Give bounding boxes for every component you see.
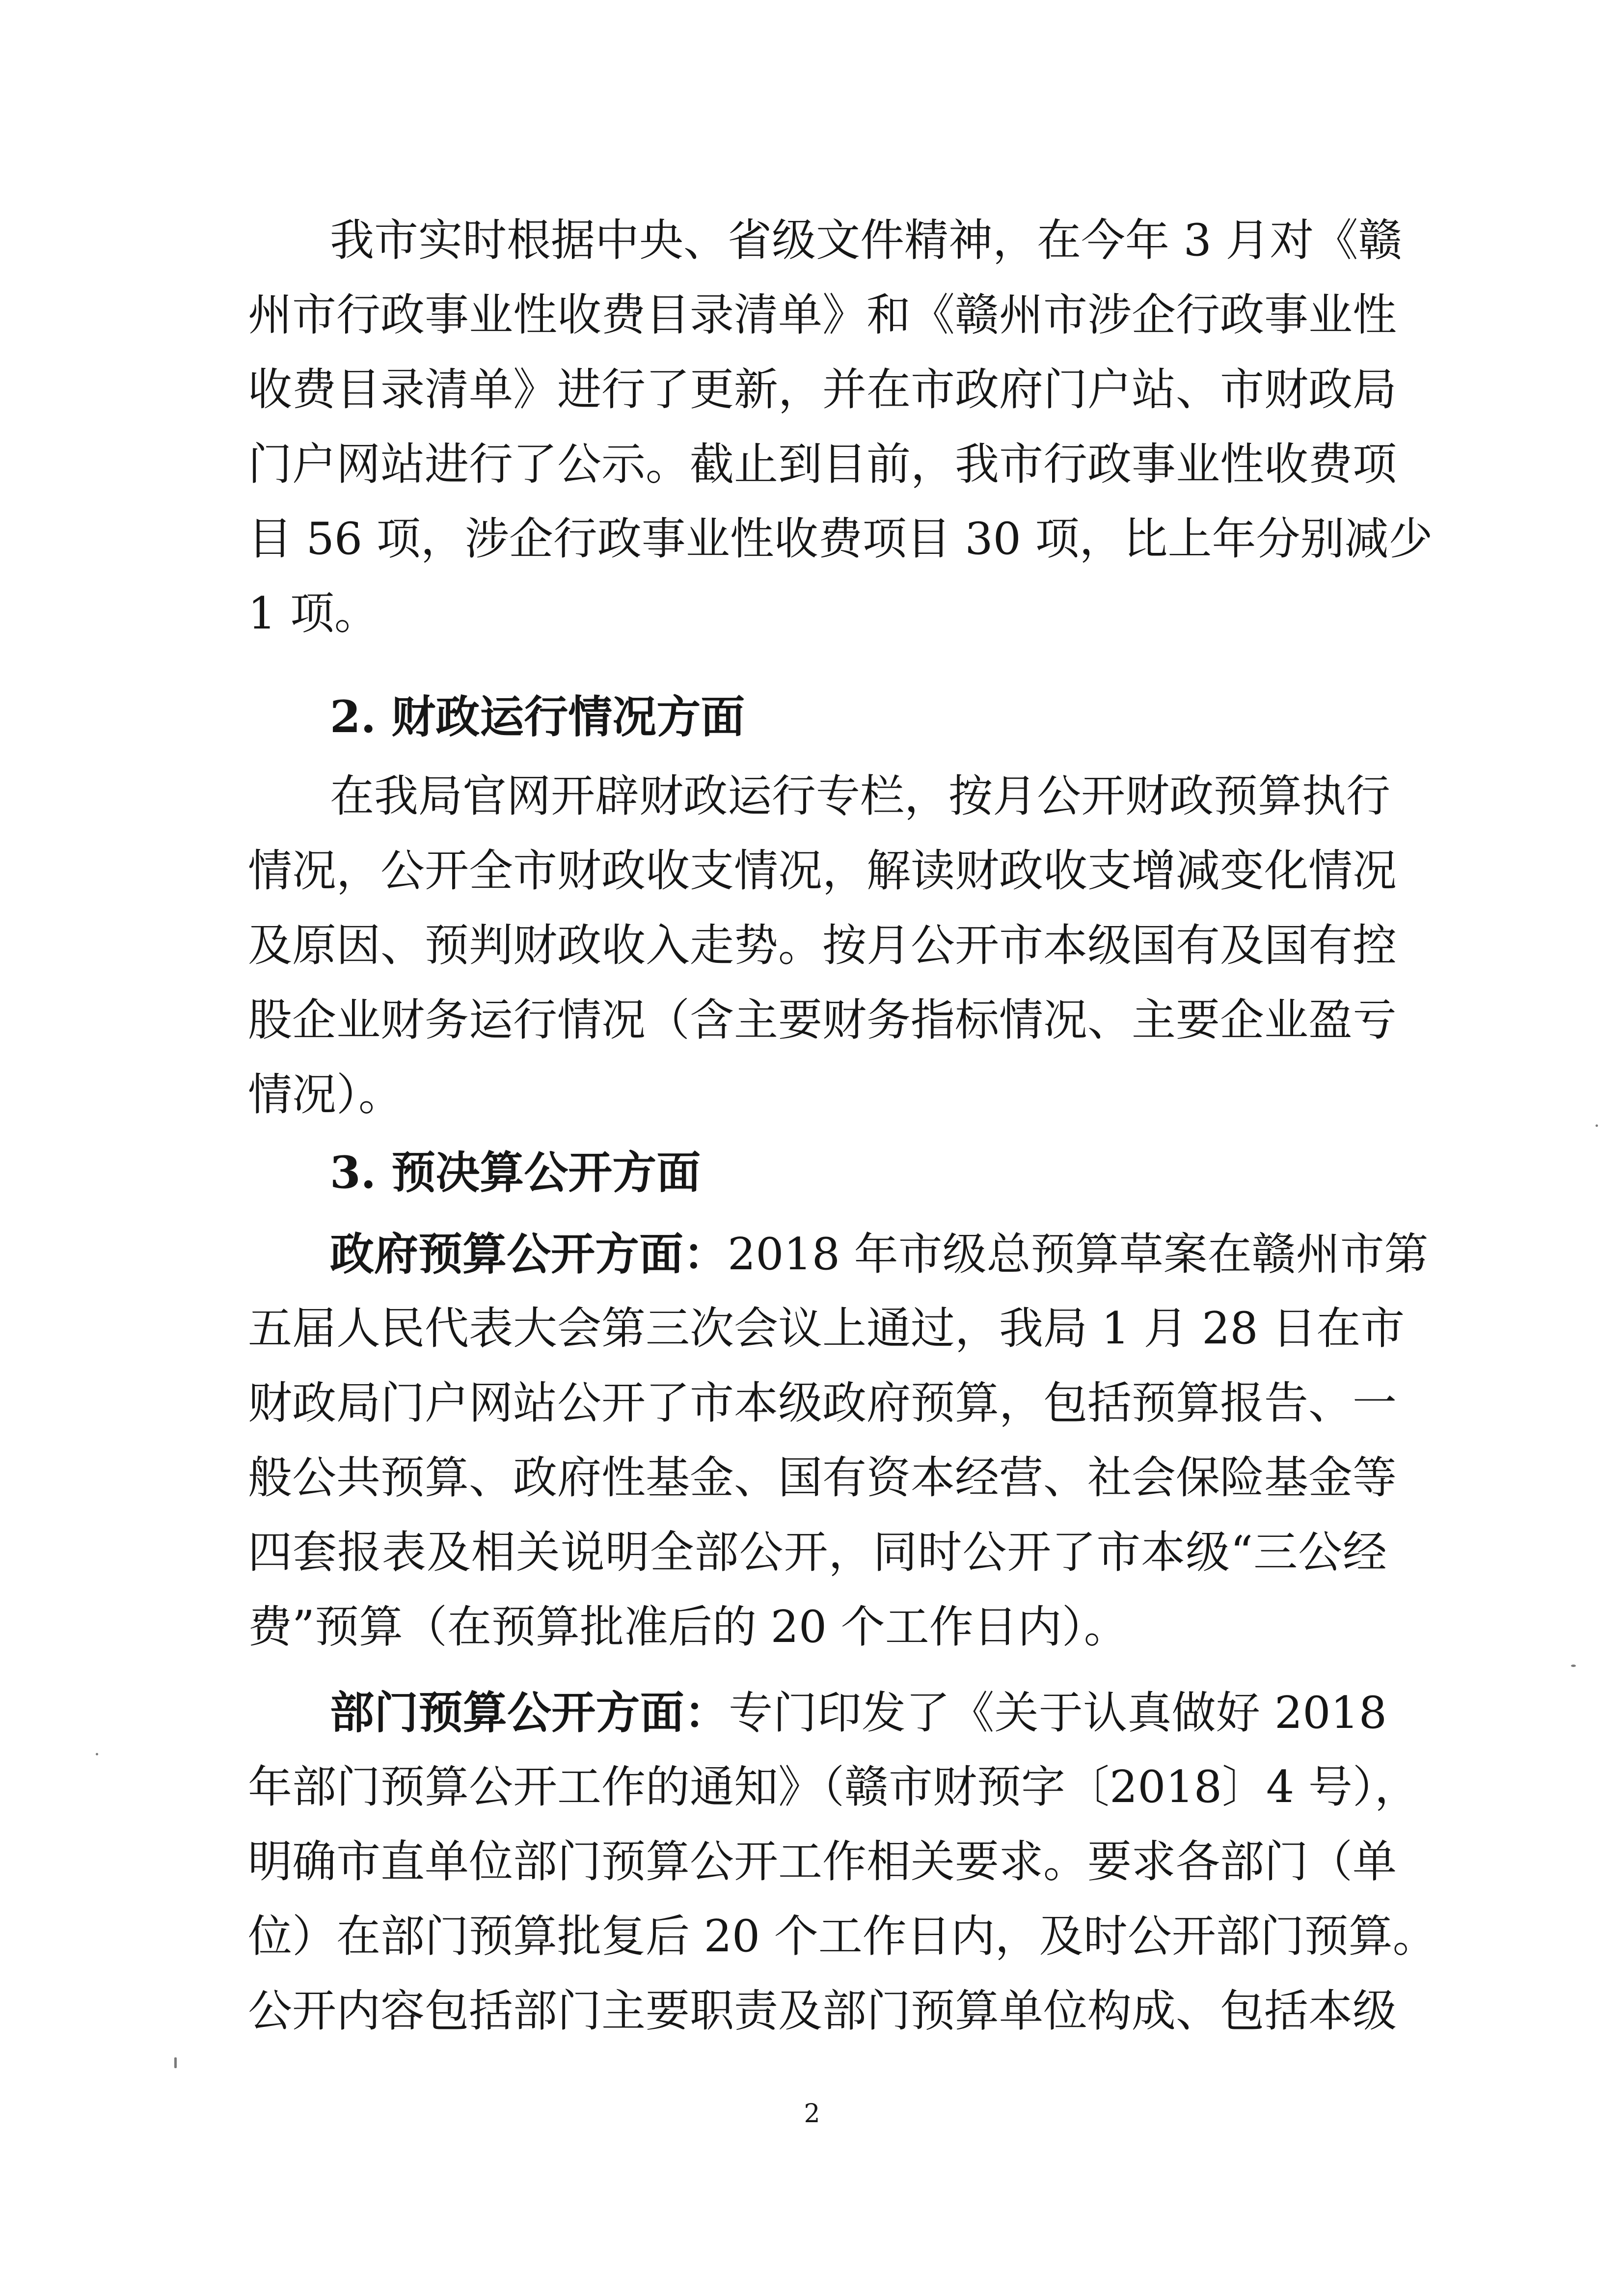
- scan-speck: [1571, 1665, 1576, 1667]
- paragraph-2-line-1: 在我局官网开辟财政运行专栏，按月公开财政预算执行: [330, 770, 1390, 822]
- paragraph-4-line-5: 公开内容包括部门主要职责及部门预算单位构成、包括本级: [248, 1985, 1397, 2037]
- paragraph-2-line-3: 及原因、预判财政收入走势。按月公开市本级国有及国有控: [248, 920, 1397, 971]
- paragraph-1-line-5: 目 56 项，涉企行政事业性收费项目 30 项，比上年分别减少: [248, 513, 1433, 565]
- paragraph-3-line-1: [330, 1217, 1429, 1291]
- section-heading-3: 3. 预决算公开方面: [330, 1147, 701, 1199]
- paragraph-3-line-5: 四套报表及相关说明全部公开，同时公开了市本级“三公经: [248, 1527, 1387, 1578]
- scan-speck: [174, 2057, 177, 2068]
- paragraph-3-line-4: 般公共预算、政府性基金、国有资本经营、社会保险基金等: [248, 1452, 1397, 1503]
- paragraph-4-line-1-rest: 专门印发了《关于认真做好 2018: [729, 1687, 1387, 1739]
- scan-speck: [96, 1753, 98, 1755]
- paragraph-1-line-6: 1 项。: [248, 588, 379, 639]
- paragraph-3-line-3: 财政局门户网站公开了市本级政府预算，包括预算报告、一: [248, 1377, 1397, 1429]
- paragraph-4-lead: 部门预算公开方面：: [330, 1687, 729, 1739]
- paragraph-4-line-4: 位）在部门预算批复后 20 个工作日内，及时公开部门预算。: [248, 1911, 1437, 1962]
- paragraph-4-line-1: [330, 1676, 1387, 1749]
- paragraph-2-line-4: 股企业财务运行情况（含主要财务指标情况、主要企业盈亏: [248, 994, 1397, 1046]
- paragraph-3-line-6: 费”预算（在预算批准后的 20 个工作日内）。: [248, 1601, 1128, 1653]
- section-heading-2: 2. 财政运行情况方面: [330, 691, 745, 743]
- paragraph-1-line-4: 门户网站进行了公示。截止到目前，我市行政事业性收费项: [248, 438, 1397, 490]
- paragraph-1-line-2: 州市行政事业性收费目录清单》和《赣州市涉企行政事业性: [248, 289, 1397, 341]
- paragraph-1-line-3: 收费目录清单》进行了更新，并在市政府门户站、市财政局: [248, 364, 1397, 415]
- paragraph-4-line-2: 年部门预算公开工作的通知》（赣市财预字〔2018〕4 号），: [248, 1761, 1419, 1813]
- paragraph-3-lead: 政府预算公开方面：: [330, 1228, 728, 1280]
- scan-speck: [1596, 1124, 1598, 1127]
- paragraph-2-line-2: 情况，公开全市财政收支情况，解读财政收支增减变化情况: [248, 845, 1397, 897]
- page-number: 2: [804, 2099, 820, 2129]
- paragraph-1-line-1: 我市实时根据中央、省级文件精神，在今年 3 月对《赣: [330, 215, 1403, 266]
- paragraph-3-line-2: 五届人民代表大会第三次会议上通过，我局 1 月 28 日在市: [248, 1303, 1405, 1354]
- paragraph-2-line-5: 情况）。: [248, 1069, 403, 1121]
- paragraph-3-line-1-rest: 2018 年市级总预算草案在赣州市第: [728, 1229, 1429, 1280]
- paragraph-4-line-3: 明确市直单位部门预算公开工作相关要求。要求各部门（单: [248, 1836, 1397, 1887]
